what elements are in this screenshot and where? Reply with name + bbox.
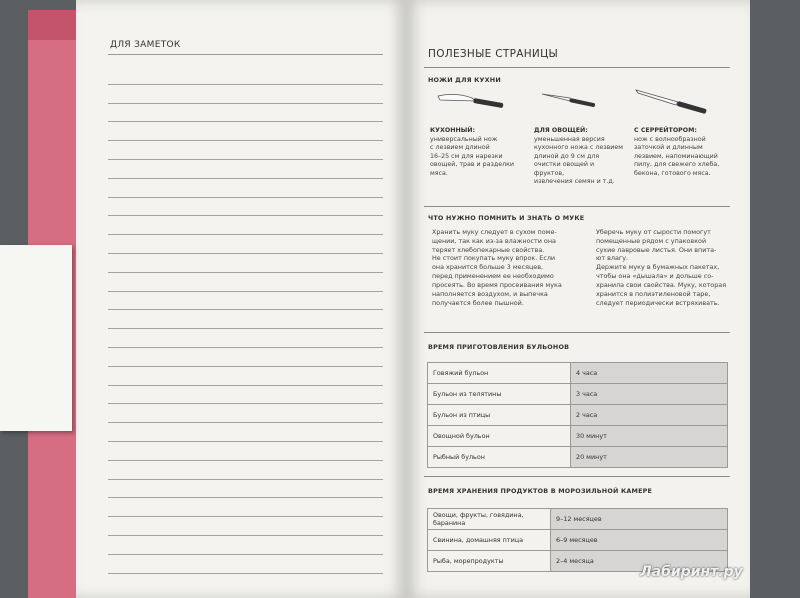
note-line	[108, 198, 383, 217]
note-line	[108, 480, 383, 499]
note-line	[108, 461, 383, 480]
flour-title: ЧТО НУЖНО ПОМНИТЬ И ЗНАТЬ О МУКЕ	[428, 214, 585, 222]
knife-text-line: лезвием, напоминающий	[634, 152, 718, 160]
flour-text-line: Хранить муку следует в сухом поме-	[432, 228, 557, 236]
note-line	[108, 141, 383, 160]
freeze-table	[427, 508, 728, 572]
section-rule-2	[424, 332, 730, 333]
knife-name: ДЛЯ ОВОЩЕЙ:	[534, 127, 588, 134]
title-rule	[424, 67, 730, 68]
notes-title-rule	[108, 54, 383, 55]
note-line	[108, 404, 383, 423]
table-row	[428, 530, 728, 551]
flour-text-line: следует периодически встряхивать.	[596, 298, 720, 307]
flour-text-line: ют влагу.	[596, 254, 629, 263]
notes-lines	[108, 66, 383, 574]
flour-text-line: перед применением ее необходимо	[432, 272, 554, 281]
freeze-title: ВРЕМЯ ХРАНЕНИЯ ПРОДУКТОВ В МОРОЗИЛЬНОЙ КАМЕРЕ	[428, 487, 653, 495]
note-line	[108, 423, 383, 442]
knives-title: НОЖИ ДЛЯ КУХНИ	[428, 76, 501, 84]
note-line	[108, 348, 383, 367]
table-cell-value: 30 минут	[571, 426, 728, 447]
note-line	[108, 122, 383, 141]
table-row	[428, 405, 728, 426]
note-line	[108, 160, 383, 179]
flour-text-line: Уберечь муку от сырости помогут	[596, 228, 711, 236]
table-cell-label: Овощи, фрукты, говядина, баранина	[428, 509, 551, 530]
flour-text-line: Не стоит покупать муку впрок. Если	[432, 254, 556, 263]
table-cell-label: Рыбный бульон	[428, 447, 571, 468]
section-rule-1	[424, 206, 730, 207]
knife-text-line: длиной до 9 см для	[534, 152, 600, 160]
knife-text-line: 16–25 см для нарезки	[430, 152, 503, 160]
note-line	[108, 104, 383, 123]
table-row	[428, 447, 728, 468]
flour-text-line: получается более пышной.	[432, 298, 524, 307]
chef-knife-icon	[436, 90, 506, 114]
knife-text-line: овощей, трав и разделки	[430, 161, 514, 168]
note-line	[108, 310, 383, 329]
note-line	[108, 273, 383, 292]
flour-text-line: просеять. Во время просеивания мука	[432, 280, 562, 289]
knife-text-line: извлечения семян и т.д.	[534, 178, 615, 185]
table-cell-value: 3 часа	[571, 384, 728, 405]
note-line	[108, 85, 383, 104]
knife-text-line: уменьшенная версия	[534, 135, 605, 143]
note-line	[108, 517, 383, 536]
note-line	[108, 555, 383, 574]
knife-text-line: нож с волнообразной	[634, 135, 706, 143]
note-line	[108, 386, 383, 405]
note-line	[108, 498, 383, 517]
knife-text-line: с лезвием длиной	[430, 144, 490, 151]
notes-title: ДЛЯ ЗАМЕТОК	[110, 40, 181, 50]
table-row	[428, 363, 728, 384]
knife-text-line: бекона, готового мяса.	[634, 169, 711, 177]
table-cell-value: 2–4 месяца	[551, 551, 728, 572]
bookmark-card	[0, 245, 72, 431]
knife-text-line: кухонного ножа с лезвием	[534, 144, 623, 151]
table-row	[428, 384, 728, 405]
table-cell-value: 20 минут	[571, 447, 728, 468]
note-line	[108, 254, 383, 273]
watermark-logo: Лабиринт.ру	[640, 564, 743, 580]
note-line	[108, 536, 383, 555]
flour-text-line: хранила свои свойства. Муку, которая	[596, 280, 727, 289]
table-cell-value: 9–12 месяцев	[551, 509, 728, 530]
knife-text-line: пилу, для свежего хлеба,	[634, 161, 720, 168]
flour-text-line: она хранится больше 3 месяцев,	[432, 263, 544, 272]
table-cell-label: Свинина, домашняя птица	[428, 530, 551, 551]
table-row	[428, 426, 728, 447]
note-line	[108, 292, 383, 311]
knife-text-line: заточкой и длинным	[634, 144, 703, 151]
knife-text-line: очистки овощей и фруктов,	[534, 161, 595, 177]
knife-name: С СЕРРЕЙТОРОМ:	[634, 127, 697, 134]
table-cell-label: Овощной бульон	[428, 426, 571, 447]
flour-text-left	[432, 228, 582, 307]
broth-title: ВРЕМЯ ПРИГОТОВЛЕНИЯ БУЛЬОНОВ	[428, 343, 570, 351]
table-cell-value: 4 часа	[571, 363, 728, 384]
note-line	[108, 235, 383, 254]
knife-text-line: мяса.	[430, 169, 448, 177]
knife-description	[534, 127, 626, 187]
table-cell-label: Говяжий бульон	[428, 363, 571, 384]
flour-text-right	[596, 228, 746, 307]
paring-knife-icon	[540, 90, 600, 114]
flour-text-line: теряет хлебопекарные свойства.	[432, 245, 545, 254]
broth-table	[427, 362, 728, 468]
table-cell-value: 2 часа	[571, 405, 728, 426]
flour-text-line: помещенные рядом с упаковкой	[596, 236, 707, 245]
knife-name: КУХОННЫЙ:	[430, 127, 476, 134]
flour-text-line: наполняется воздухом, и выпечка	[432, 289, 548, 298]
note-line	[108, 216, 383, 235]
table-cell-label: Бульон из птицы	[428, 405, 571, 426]
knife-description	[430, 127, 522, 178]
flour-text-line: хранится в полиэтиленовой таре,	[596, 289, 711, 298]
table-row	[428, 509, 728, 530]
knife-text-line: универсальный нож	[430, 135, 498, 143]
table-cell-label: Бульон из телятины	[428, 384, 571, 405]
note-line	[108, 179, 383, 198]
flour-text-line: сухие лавровые листья. Они впита-	[596, 245, 717, 254]
note-line	[108, 329, 383, 348]
flour-text-line: щении, так как из-за влажности она	[432, 236, 556, 245]
useful-pages-title: ПОЛЕЗНЫЕ СТРАНИЦЫ	[428, 48, 559, 60]
flour-text-line: Держите муку в бумажных пакетах,	[596, 263, 720, 272]
serrated-knife-icon	[634, 86, 712, 116]
table-cell-value: 6–9 месяцев	[551, 530, 728, 551]
table-cell-label: Рыба, морепродукты	[428, 551, 551, 572]
knife-description	[634, 127, 726, 178]
note-line	[108, 66, 383, 85]
note-line	[108, 367, 383, 386]
note-line	[108, 442, 383, 461]
section-rule-3	[424, 476, 730, 477]
flour-text-line: чтобы она «дышала» и дольше со-	[596, 272, 714, 281]
